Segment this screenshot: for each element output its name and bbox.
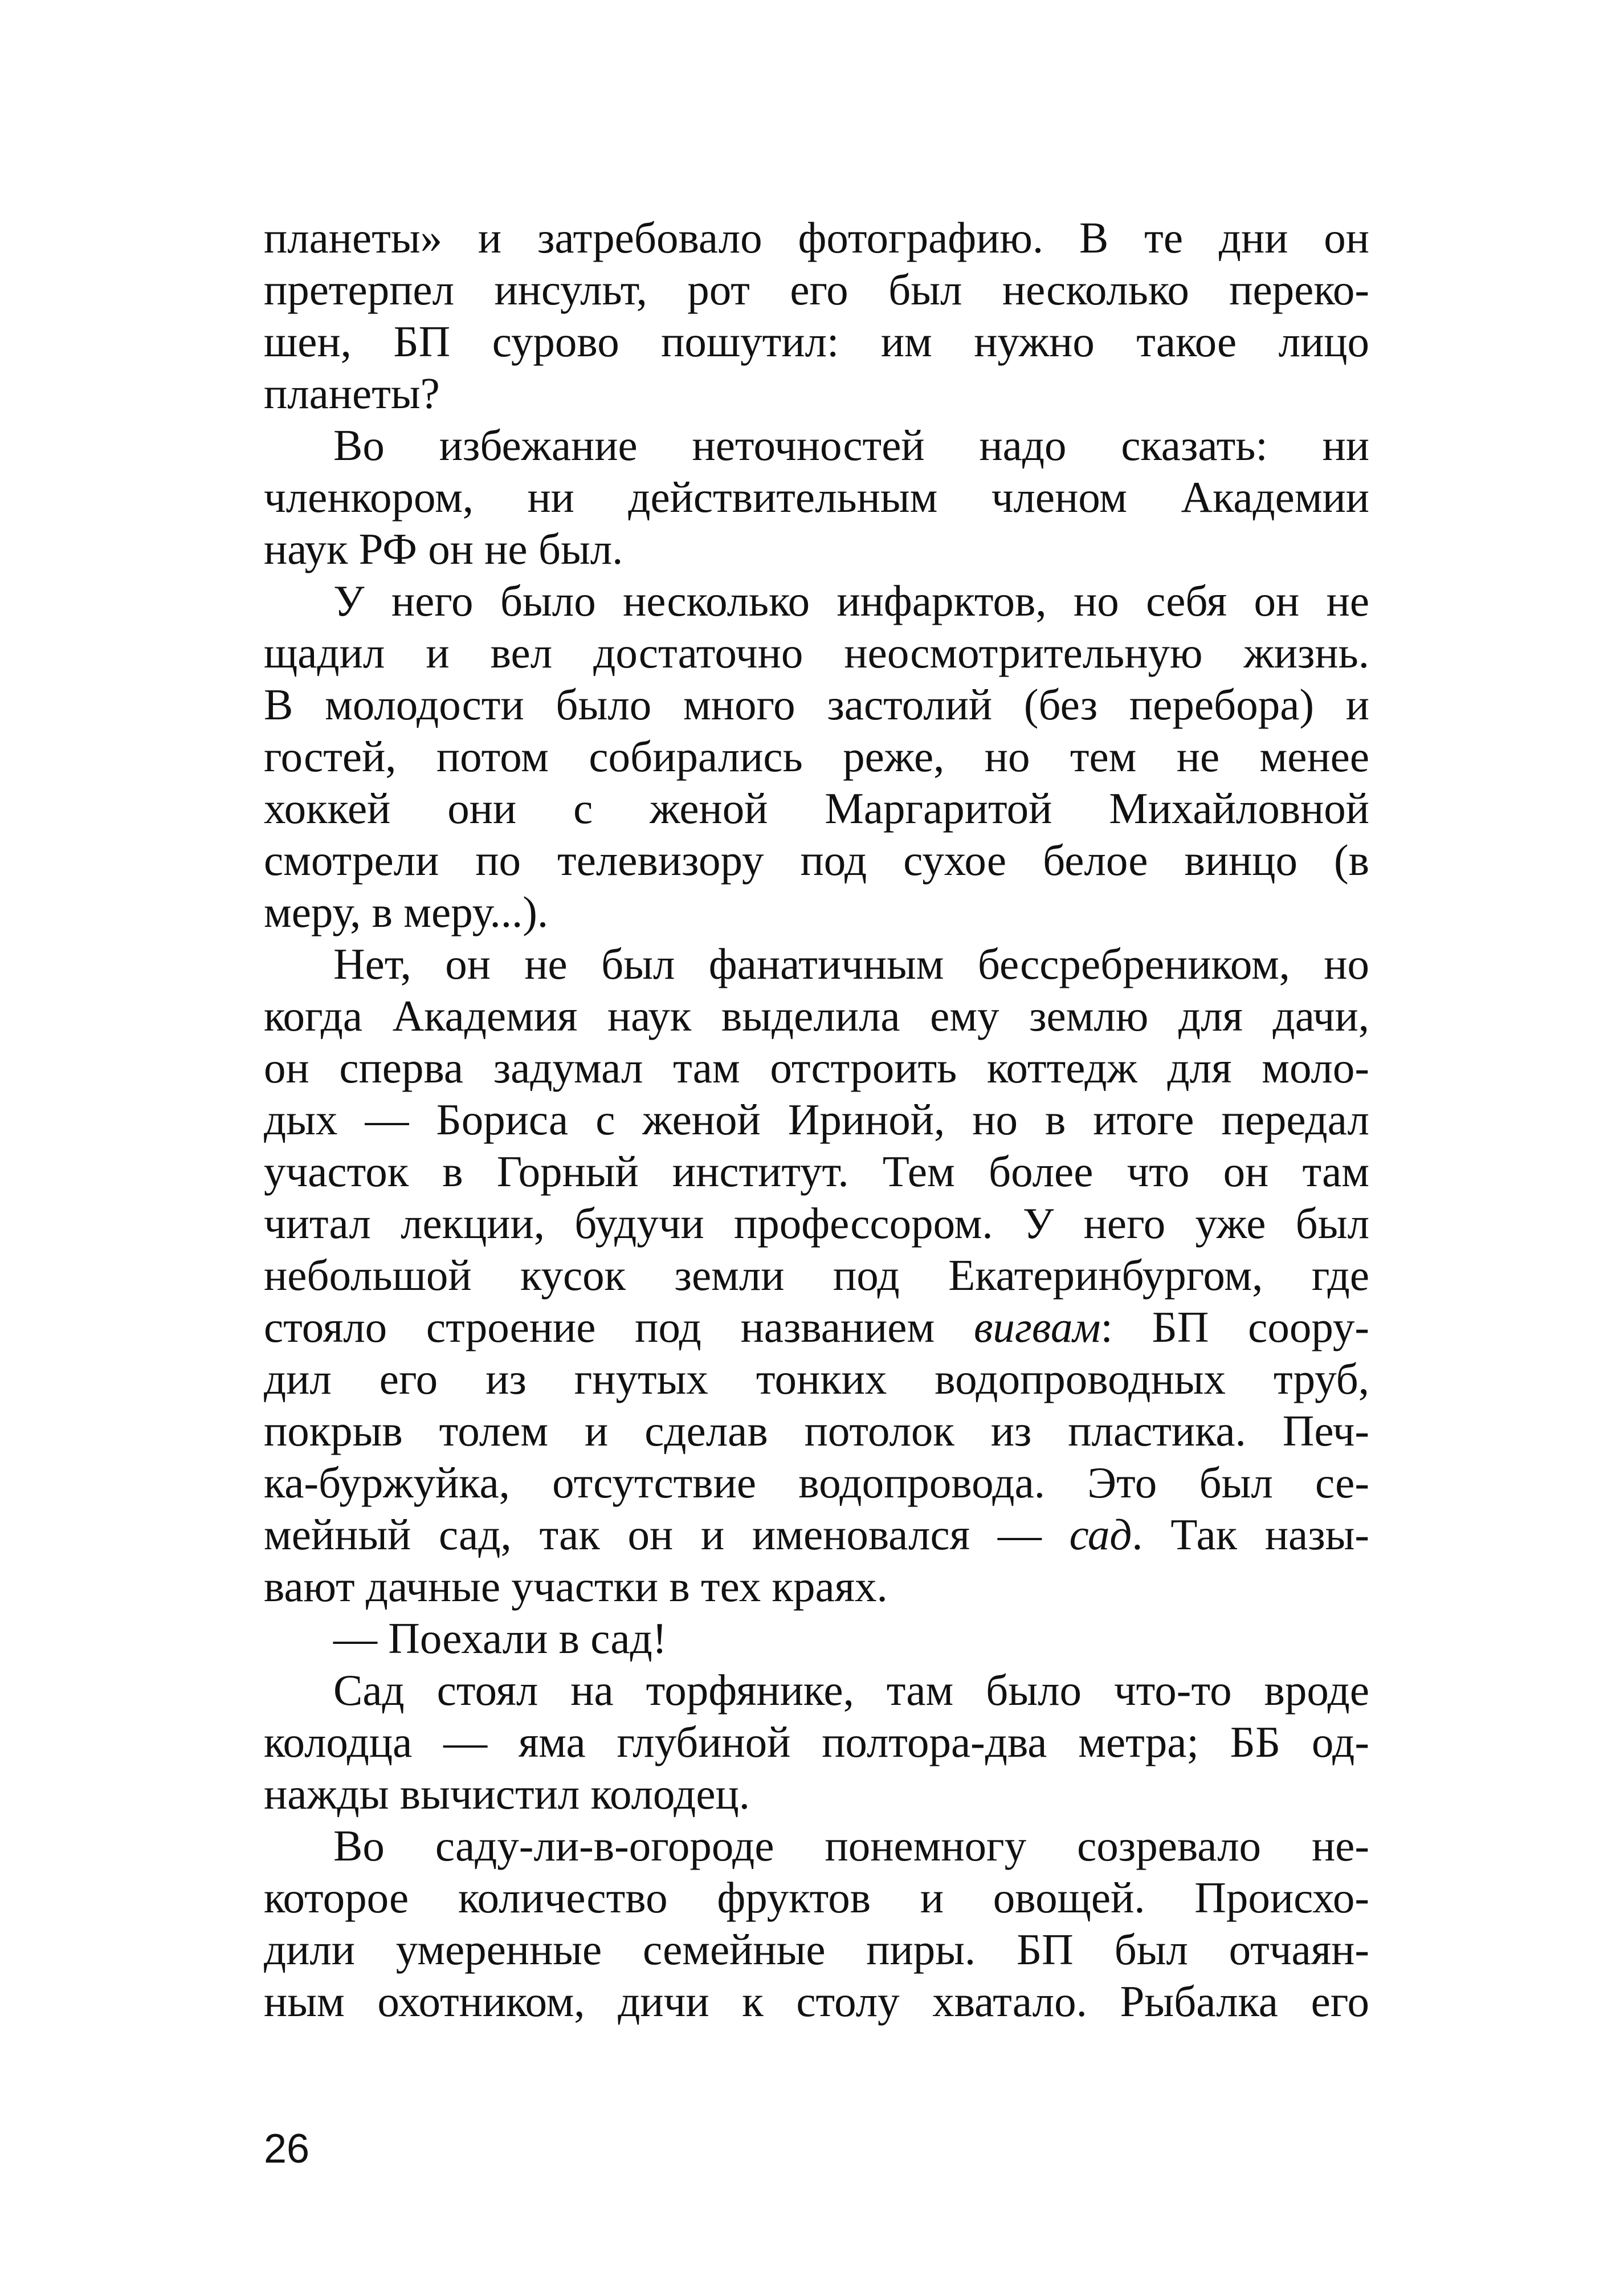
text-line: щадил и вел достаточно неосмотрительную жизнь.: [264, 628, 1369, 677]
text-line: хоккей они с женой Маргаритой Михайловной: [264, 784, 1369, 833]
text-line: читал лекции, будучи профессором. У него уже был: [264, 1199, 1369, 1248]
text-line: Во саду-ли-в-огороде понемногу созревало не-: [333, 1821, 1369, 1870]
text-line: ным охотником, дичи к столу хватало. Рыбалка его: [264, 1977, 1369, 2026]
text-line: гостей, потом собирались реже, но тем не менее: [264, 732, 1369, 781]
text-line: Во избежание неточностей надо сказать: ни: [333, 421, 1369, 470]
text-line: У него было несколько инфарктов, но себя он не: [333, 576, 1369, 625]
paragraph: [264, 420, 1369, 575]
text-line: он сперва задумал там отстроить коттедж для моло-: [264, 1043, 1369, 1092]
text-line: дили умеренные семейные пиры. БП был отчаян-: [264, 1925, 1369, 1974]
text-line: Сад стоял на торфянике, там было что-то вроде: [333, 1666, 1369, 1715]
text-line: небольшой кусок земли под Екатеринбургом, где: [264, 1251, 1369, 1300]
text-line: шен, БП сурово пошутил: им нужно такое лицо: [264, 317, 1369, 366]
text-line: когда Академия наук выделила ему землю для дачи,: [264, 991, 1369, 1040]
text-line: — Поехали в сад!: [333, 1614, 667, 1663]
text-line: претерпел инсульт, рот его был несколько переко-: [264, 265, 1369, 314]
text-line: планеты» и затребовало фотографию. В те дни он: [264, 213, 1369, 262]
text-line-with-italic: мейный сад, так он и именовался — сад. Так назы-: [264, 1510, 1369, 1559]
text-line: членкором, ни действительным членом Академии: [264, 473, 1369, 522]
text-line-with-italic: стояло строение под названием вигвам: БП соору-: [264, 1302, 1369, 1351]
body-text: [264, 212, 1369, 2027]
text-line: наук РФ он не был.: [264, 524, 623, 573]
text-line: ка-буржуйка, отсутствие водопровода. Это был се-: [264, 1458, 1369, 1507]
text-line: дых — Бориса с женой Ириной, но в итоге передал: [264, 1095, 1369, 1144]
text-line: планеты?: [264, 369, 440, 418]
paragraph: [264, 575, 1369, 938]
text-line: смотрели по телевизору под сухое белое винцо (в: [264, 836, 1369, 885]
text-line: В молодости было много застолий (без перебора) и: [264, 680, 1369, 729]
text-line: меру, в меру...).: [264, 887, 549, 937]
text-line: которое количество фруктов и овощей. Происхо-: [264, 1873, 1369, 1922]
text-line: колодца — яма глубиной полтора-два метра; ББ од-: [264, 1717, 1369, 1766]
paragraph: [264, 938, 1369, 1613]
paragraph: [264, 212, 1369, 420]
paragraph: [264, 1613, 1369, 1664]
text-line: участок в Горный институт. Тем более что он там: [264, 1147, 1369, 1196]
text-line: нажды вычистил колодец.: [264, 1769, 750, 1818]
page-number: 26: [264, 2126, 310, 2172]
text-line: дил его из гнутых тонких водопроводных труб,: [264, 1354, 1369, 1403]
paragraph: [264, 1664, 1369, 1820]
text-line: вают дачные участки в тех краях.: [264, 1562, 888, 1611]
text-line: покрыв толем и сделав потолок из пластика. Печ-: [264, 1406, 1369, 1455]
paragraph: [264, 1820, 1369, 2027]
text-line: Нет, он не был фанатичным бессребреником, но: [333, 939, 1369, 988]
